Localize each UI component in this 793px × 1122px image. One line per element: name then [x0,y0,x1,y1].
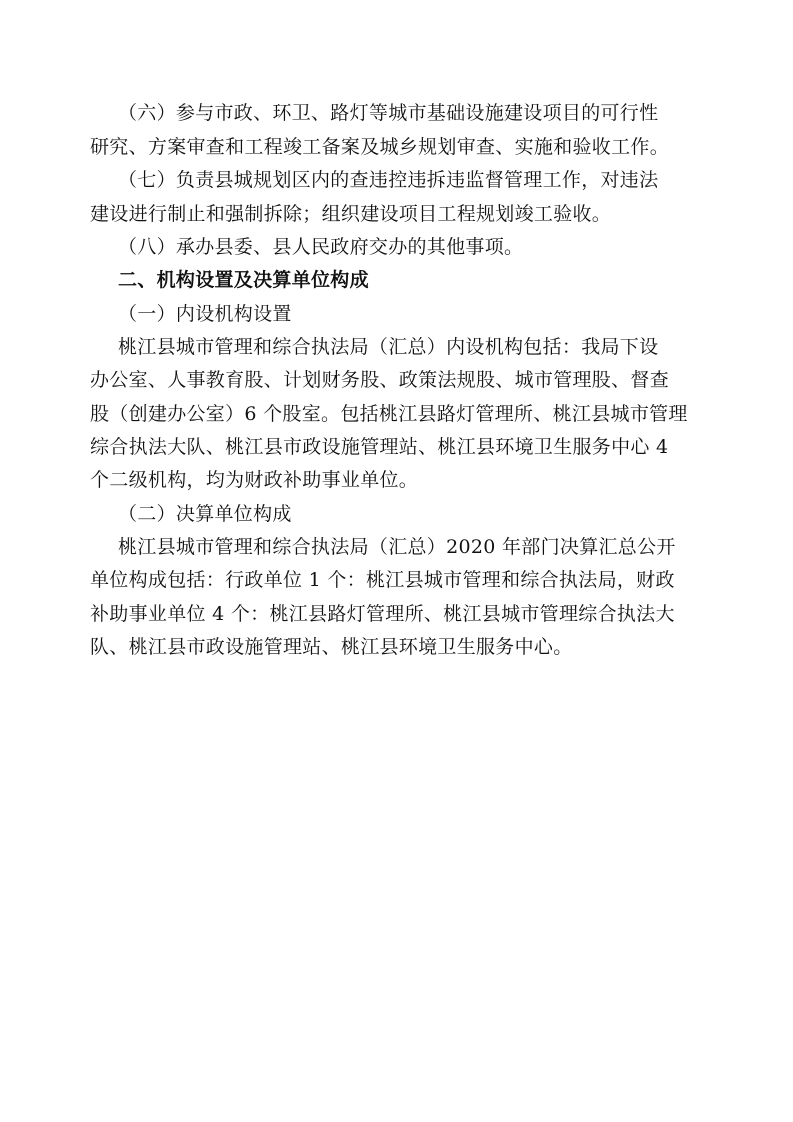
section-heading-2: 二、机构设置及决算单位构成 [118,269,369,291]
budget-unit-line-2: 单位构成包括：行政单位 1 个：桃江县城市管理和综合执法局，财政 [90,569,675,591]
internal-org-line-1: 桃江县城市管理和综合执法局（汇总）内设机构包括：我局下设 [118,336,659,358]
internal-org-line-3: 股（创建办公室）6 个股室。包括桃江县路灯管理所、桃江县城市管理 [90,403,688,425]
internal-org-line-5: 个二级机构，均为财政补助事业单位。 [90,469,419,491]
paragraph-6-line-2: 研究、方案审查和工程竣工备案及城乡规划审查、实施和验收工作。 [90,136,670,158]
internal-org-line-2: 办公室、人事教育股、计划财务股、政策法规股、城市管理股、督查 [90,369,670,391]
paragraph-8-line-1: （八）承办县委、县人民政府交办的其他事项。 [118,236,524,258]
paragraph-7-line-2: 建设进行制止和强制拆除；组织建设项目工程规划竣工验收。 [90,203,612,225]
paragraph-7-line-1: （七）负责县城规划区内的查违控违拆违监督管理工作，对违法 [118,169,659,191]
subsection-heading-2: （二）决算单位构成 [118,503,292,525]
budget-unit-line-1: 桃江县城市管理和综合执法局（汇总）2020 年部门决算汇总公开 [118,536,676,558]
budget-unit-line-3: 补助事业单位 4 个：桃江县路灯管理所、桃江县城市管理综合执法大 [90,603,675,625]
subsection-heading-1: （一）内设机构设置 [118,303,292,325]
paragraph-6-line-1: （六）参与市政、环卫、路灯等城市基础设施建设项目的可行性 [118,102,659,124]
internal-org-line-4: 综合执法大队、桃江县市政设施管理站、桃江县环境卫生服务中心 4 [90,436,669,458]
budget-unit-line-4: 队、桃江县市政设施管理站、桃江县环境卫生服务中心。 [90,636,573,658]
